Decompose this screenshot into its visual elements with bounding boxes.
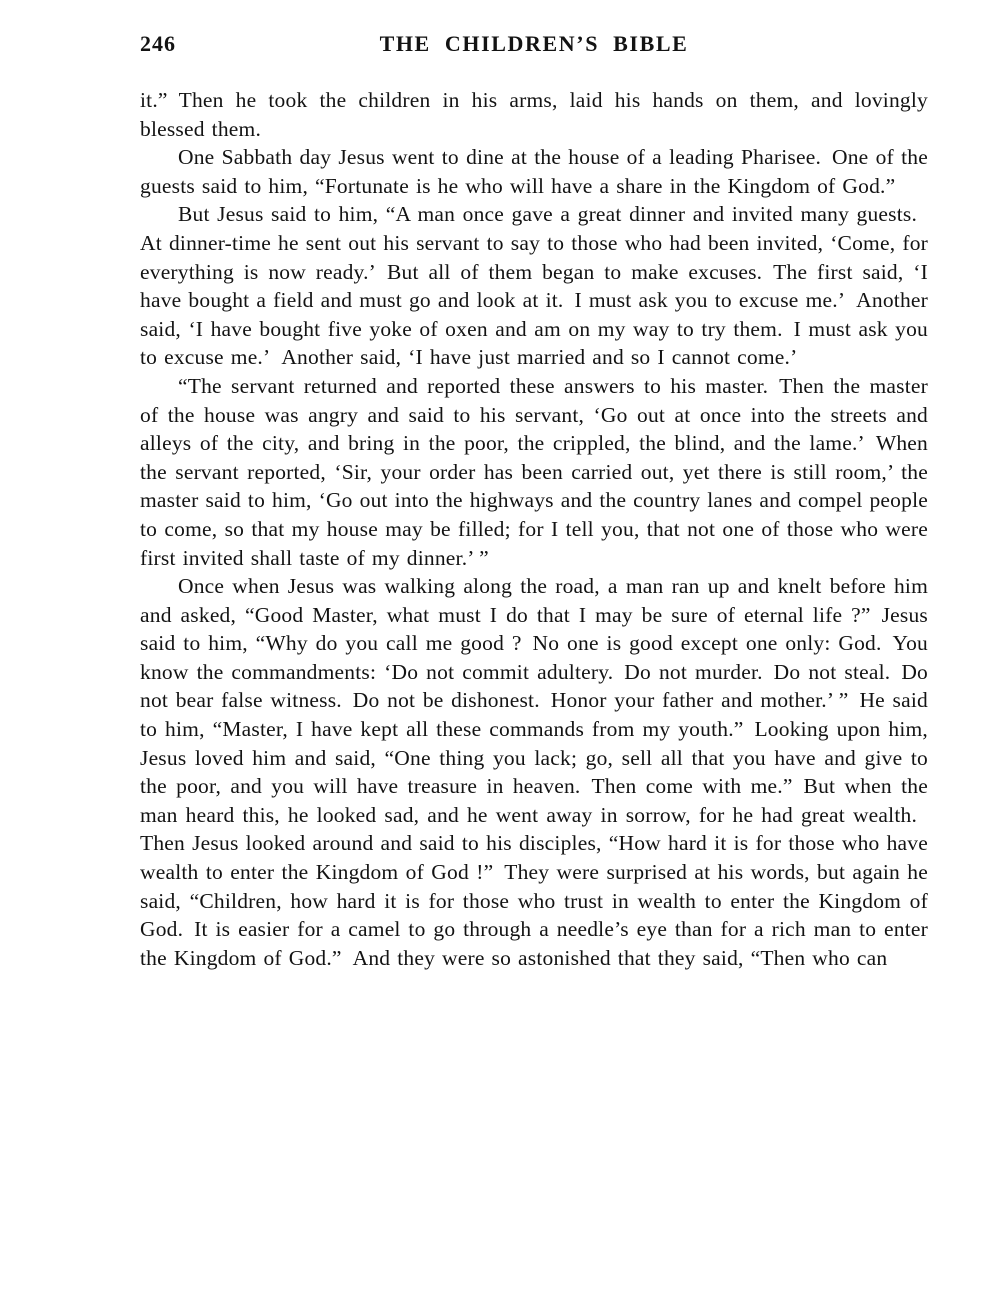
- page-number: 246: [140, 31, 176, 56]
- paragraph: Once when Jesus was walking along the road, a man ran up and knelt before him and asked, “Good Master, what must I do that I may be sure of eternal life ?” Jesus said to him, “Why do you call me good ? No one is good except one only: God. You know the commandments: ‘Do not commit adultery. Do not murder. Do not steal. Do not bear false witness. Do not be dishonest. Honor your father and mother.’ ” He said to him, “Master, I have kept all these commands from my youth.” Looking upon him, Jesus loved him and said, “One thing you lack; go, sell all that you have and give to the poor, and you will have treasure in heaven. Then come with me.” But when the man heard this, he looked sad, and he went away in sorrow, for he had great wealth. Then Jesus looked around and said to his disciples, “How hard it is for those who have wealth to enter the Kingdom of God !” They were surprised at his words, but again he said, “Children, how hard it is for those who trust in wealth to enter the Kingdom of God. It is easier for a camel to go through a needle’s eye than for a rich man to enter the Kingdom of God.” And they were so astonished that they said, “Then who can: [140, 574, 928, 970]
- running-title: THE CHILDREN’S BIBLE: [379, 31, 689, 56]
- paragraph: One Sabbath day Jesus went to dine at the house of a leading Pharisee. One of the guests said to him, “Fortunate is he who will have a share in the Kingdom of God.”: [140, 145, 928, 198]
- paragraph: “The servant returned and reported these answers to his master. Then the master of the house was angry and said to his servant, ‘Go out at once into the streets and alleys of the city, and bring in the poor, the crippled, the blind, and the lame.’ When the servant reported, ‘Sir, your order has been carried out, yet there is still room,’ the master said to him, ‘Go out into the highways and the country lanes and compel people to come, so that my house may be filled; for I tell you, that not one of those who were first invited shall taste of my dinner.’ ”: [140, 373, 928, 570]
- page-header: [140, 31, 928, 61]
- paragraph: But Jesus said to him, “A man once gave a great dinner and invited many guests. At dinner-time he sent out his servant to say to those who had been invited, ‘Come, for everything is now ready.’ But all of them began to make excuses. The first said, ‘I have bought a field and must go and look at it. I must ask you to excuse me.’ Another said, ‘I have bought five yoke of oxen and am on my way to try them. I must ask you to excuse me.’ Another said, ‘I have just married and so I cannot come.’: [140, 202, 928, 370]
- page-body: [140, 86, 928, 972]
- paragraph: it.” Then he took the children in his arms, laid his hands on them, and lovingly blessed them.: [140, 88, 928, 141]
